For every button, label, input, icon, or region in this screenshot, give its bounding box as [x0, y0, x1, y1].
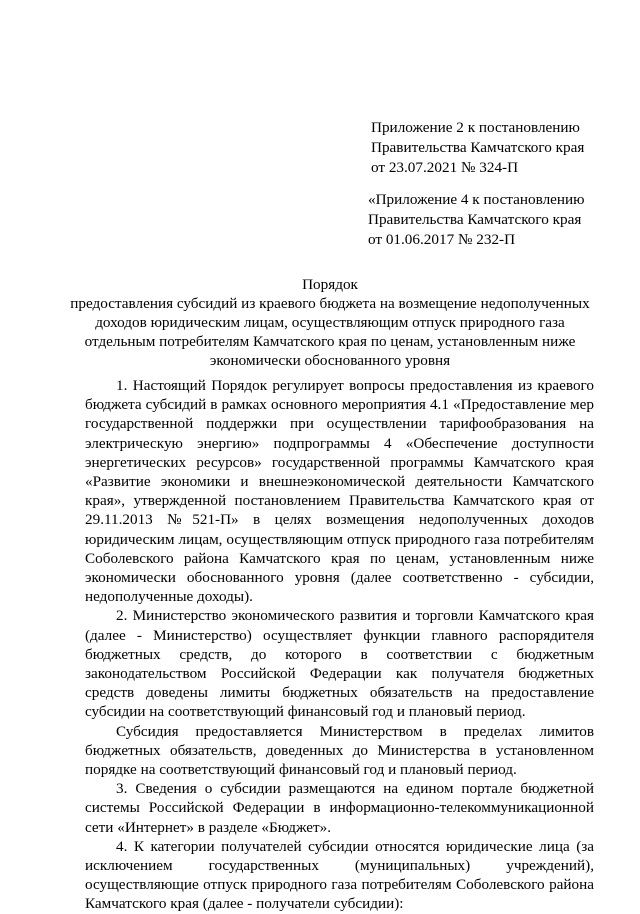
document-title: [60, 275, 600, 370]
appendix-reference-amended: [368, 190, 585, 250]
paragraph-4: 4. К категории получателей субсидии относятся юридические лица (за исключением государственных (муниципальных) учреждений), осуществляющие отпуск природного газа потребителям Соболевского района Камчатского края (далее - получатели субсидии):: [85, 837, 594, 913]
appendix-line: Приложение 2 к постановлению: [371, 119, 580, 136]
appendix-line: от 01.06.2017 № 232-П: [368, 231, 516, 248]
paragraph-1: 1. Настоящий Порядок регулирует вопросы предоставления из краевого бюджета субсидий в рамках основного мероприятия 4.1 «Предоставление мер государственной поддержки при осуществлении тарифообразования на электрическую энергию» подпрограммы 4 «Обеспечение доступности энергетических ресурсов» государственной программы Камчатского края «Развитие экономики и внешнеэкономической деятельности Камчатского края», утвержденной постановлением Правительства Камчатского края от 29.11.2013 №521-П» в целях возмещения недополученных доходов юридическим лицам, осуществляющим отпуск природного газа потребителям Соболевского района Камчатского края по ценам, установленным ниже экономически обоснованного уровня (далее соответственно - субсидии, недополученные доходы).: [85, 377, 594, 606]
paragraph-2-continued: Субсидия предоставляется Министерством в пределах лимитов бюджетных обязательств, доведенных до Министерства в установленном порядке на соответствующий финансовый год и плановый период.: [85, 722, 594, 779]
appendix-line: «Приложение 4 к постановлению: [368, 191, 585, 208]
paragraph-3: 3. Сведения о субсидии размещаются на едином портале бюджетной системы Российской Федерации в информационно-телекоммуникационной сети «Интернет» в разделе «Бюджет».: [85, 780, 594, 836]
title-line: отдельным потребителям Камчатского края по ценам, установленным ниже: [84, 333, 576, 350]
appendix-line: Правительства Камчатского края: [368, 211, 582, 228]
document-body: [85, 376, 594, 914]
appendix-reference-current: [371, 118, 584, 178]
title-line: предоставления субсидий из краевого бюджета на возмещение недополученных: [70, 295, 590, 312]
paragraph-2: 2. Министерство экономического развития и торговли Камчатского края (далее - Министерство) осуществляет функции главного распорядителя бюджетных средств, до которого в соответствии с бюджетным законодательством Российской Федерации как получателя бюджетных средств доведены лимиты бюджетных обязательств на предоставление субсидии на соответствующий финансовый год и плановый период.: [85, 607, 594, 721]
title-line: доходов юридическим лицам, осуществляющим отпуск природного газа: [95, 314, 565, 331]
appendix-line: от 23.07.2021 № 324-П: [371, 159, 519, 176]
title-line: Порядок: [302, 276, 358, 293]
title-line: экономически обоснованного уровня: [209, 352, 451, 369]
appendix-line: Правительства Камчатского края: [371, 139, 585, 156]
